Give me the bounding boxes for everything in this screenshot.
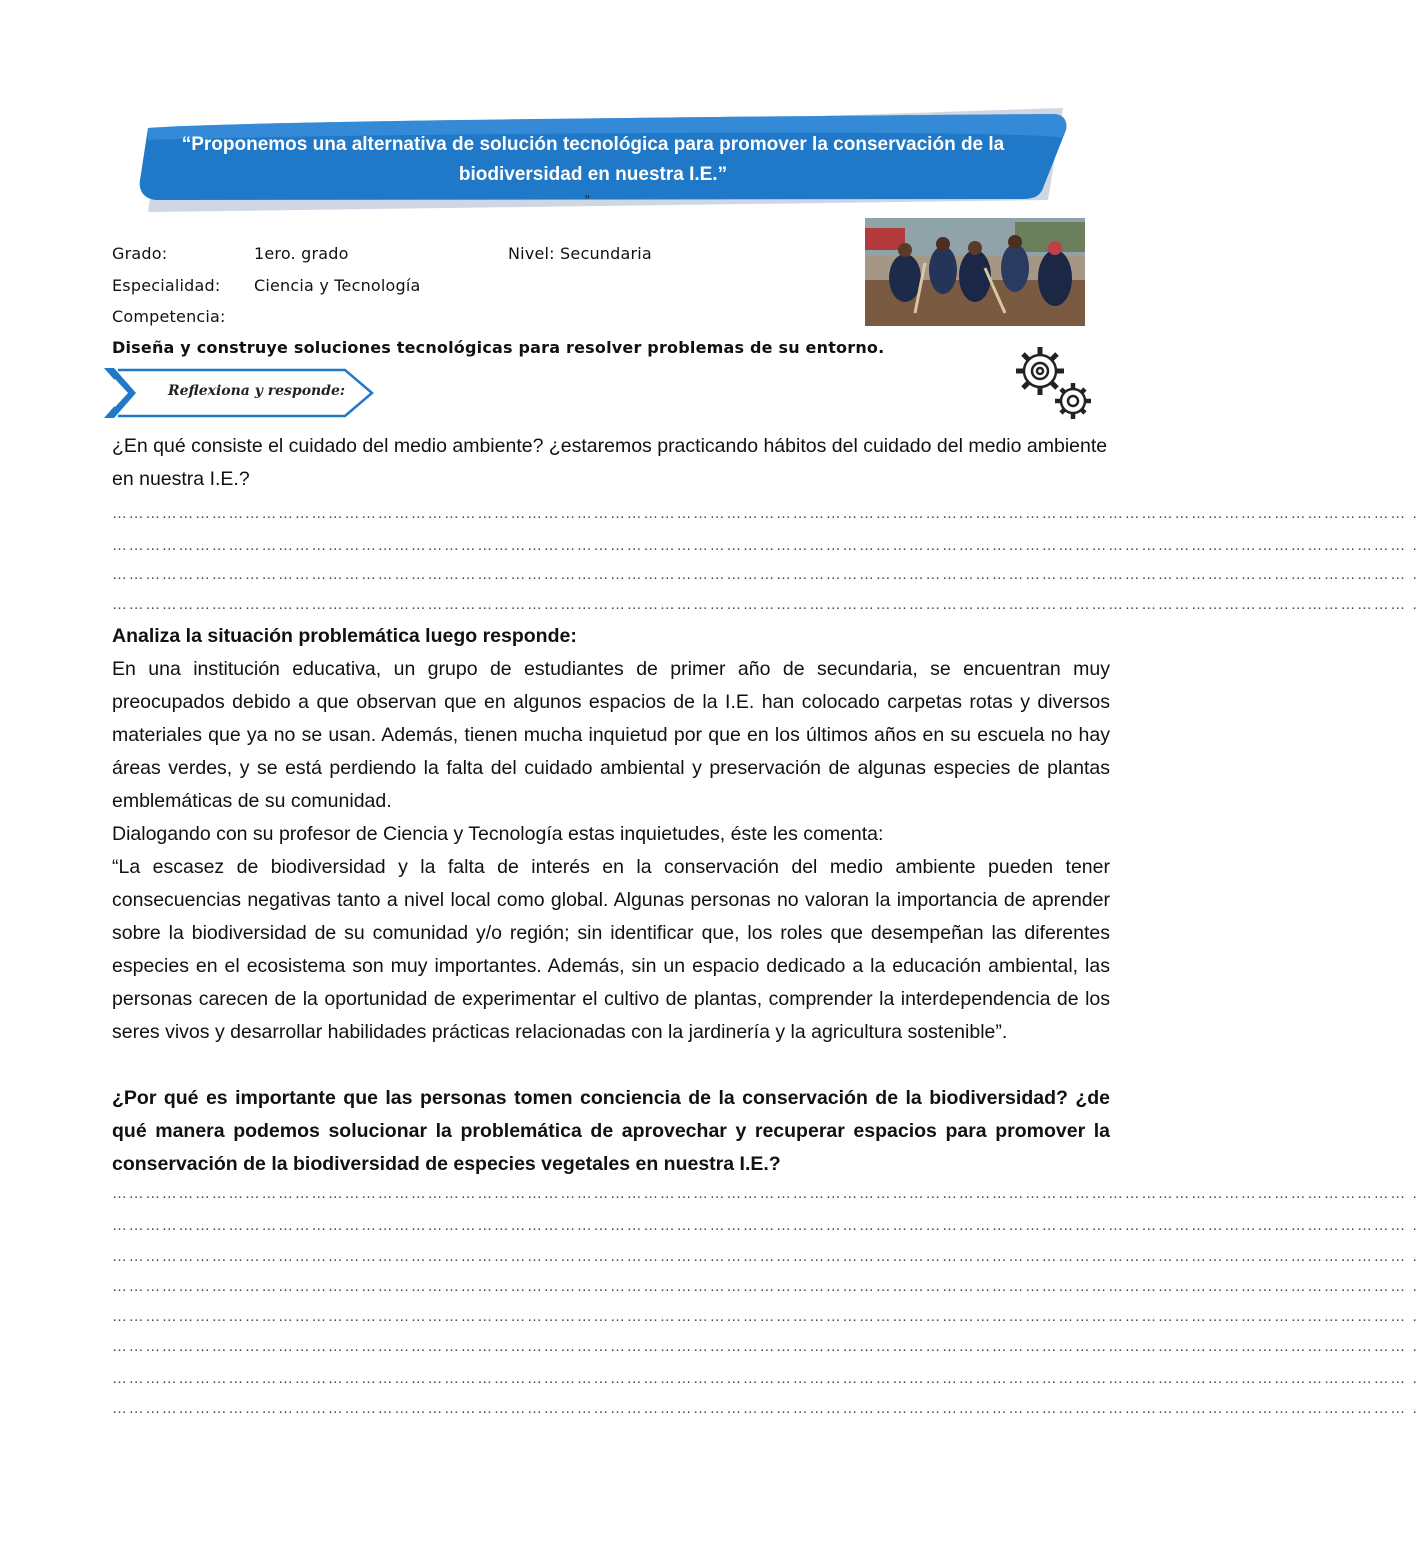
banner-title: “Proponemos una alternativa de solución tecnológica para promover la conservación de la biodiversidad en nuestra I.E.” bbox=[181, 134, 1005, 185]
situation-heading: Analiza la situación problemática luego responde: bbox=[112, 625, 577, 647]
answer-line: ……………………………………………………………………………………………………………………………………………………………………………………………………………… . bbox=[112, 1248, 1418, 1265]
answer-line: ……………………………………………………………………………………………………………………………………………………………………………………………………………… . bbox=[112, 1185, 1418, 1202]
answer-line: ……………………………………………………………………………………………………………………………………………………………………………………………………………… . bbox=[112, 505, 1418, 522]
competencia-text: Diseña y construye soluciones tecnológicas para resolver problemas de su entorno. bbox=[112, 338, 885, 357]
answer-line: ……………………………………………………………………………………………………………………………………………………………………………………………………………… . bbox=[112, 1217, 1418, 1234]
question-1: ¿En qué consiste el cuidado del medio ambiente? ¿estaremos practicando hábitos del cuidado del medio ambiente en nuestra I.E.? bbox=[112, 435, 1108, 490]
dialog-paragraph: Dialogando con su profesor de Ciencia y Tecnología estas inquietudes, éste les comenta: bbox=[112, 823, 884, 845]
title-banner bbox=[118, 100, 1068, 220]
nivel-text: Nivel: Secundaria bbox=[508, 244, 652, 263]
situation-paragraph: En una institución educativa, un grupo de estudiantes de primer año de secundaria, se encuentran muy preocupados debido a que observan que en algunos espacios de la I.E. han colocado carpetas rotas y diversos materiales que ya no se usan. Además, tienen mucha inquietud por que en los últimos años en su escuela no hay áreas verdes, y se está perdiendo la falta del cuidado ambiental y preservación de algunas especies de plantas emblemáticas de su comunidad. bbox=[112, 658, 1110, 812]
especialidad-value: Ciencia y Tecnología bbox=[254, 276, 421, 295]
gears-icon bbox=[1005, 343, 1100, 423]
question-2: ¿Por qué es importante que las personas tomen conciencia de la conservación de la biodiversidad? ¿de qué manera podemos solucionar la problemática de aprovechar y recuperar espacios para promover la conservación de la biodiversidad de especies vegetales en nuestra I.E.? bbox=[112, 1087, 1110, 1175]
answer-line: ……………………………………………………………………………………………………………………………………………………………………………………………………………… . bbox=[112, 596, 1418, 613]
students-gardening-photo bbox=[865, 218, 1085, 326]
answer-line: ……………………………………………………………………………………………………………………………………………………………………………………………………………… . bbox=[112, 537, 1418, 554]
answer-line: ……………………………………………………………………………………………………………………………………………………………………………………………………………… . bbox=[112, 566, 1418, 583]
teacher-quote: “La escasez de biodiversidad y la falta de interés en la conservación del medio ambiente pueden tener consecuencias negativas tanto a nivel local como global. Algunas personas no valoran la importancia de aprender sobre la biodiversidad de su comunidad y/o región; sin identificar que, los roles que desempeñan las diferentes especies en el ecosistema son muy importantes. Además, sin un espacio dedicado a la educación ambiental, las personas carecen de la oportunidad de experimentar el cultivo de plantas, comprender la interdependencia de los seres vivos y desarrollar habilidades prácticas relacionadas con la jardinería y la agricultura sostenible”. bbox=[112, 856, 1110, 1043]
especialidad-label: Especialidad: bbox=[112, 276, 221, 295]
answer-line: ……………………………………………………………………………………………………………………………………………………………………………………………………………… . bbox=[112, 1370, 1418, 1387]
competencia-label: Competencia: bbox=[112, 307, 226, 326]
reflexiona-label: Reflexiona y responde: bbox=[168, 383, 346, 399]
banner-trailing-mark: ” bbox=[585, 192, 590, 208]
answer-line: ……………………………………………………………………………………………………………………………………………………………………………………………………………… . bbox=[112, 1338, 1418, 1355]
grado-value: 1ero. grado bbox=[254, 244, 349, 263]
answer-line: ……………………………………………………………………………………………………………………………………………………………………………………………………………… . bbox=[112, 1400, 1418, 1417]
grado-label: Grado: bbox=[112, 244, 168, 263]
answer-line: ……………………………………………………………………………………………………………………………………………………………………………………………………………… . bbox=[112, 1278, 1418, 1295]
answer-line: ……………………………………………………………………………………………………………………………………………………………………………………………………………… . bbox=[112, 1308, 1418, 1325]
